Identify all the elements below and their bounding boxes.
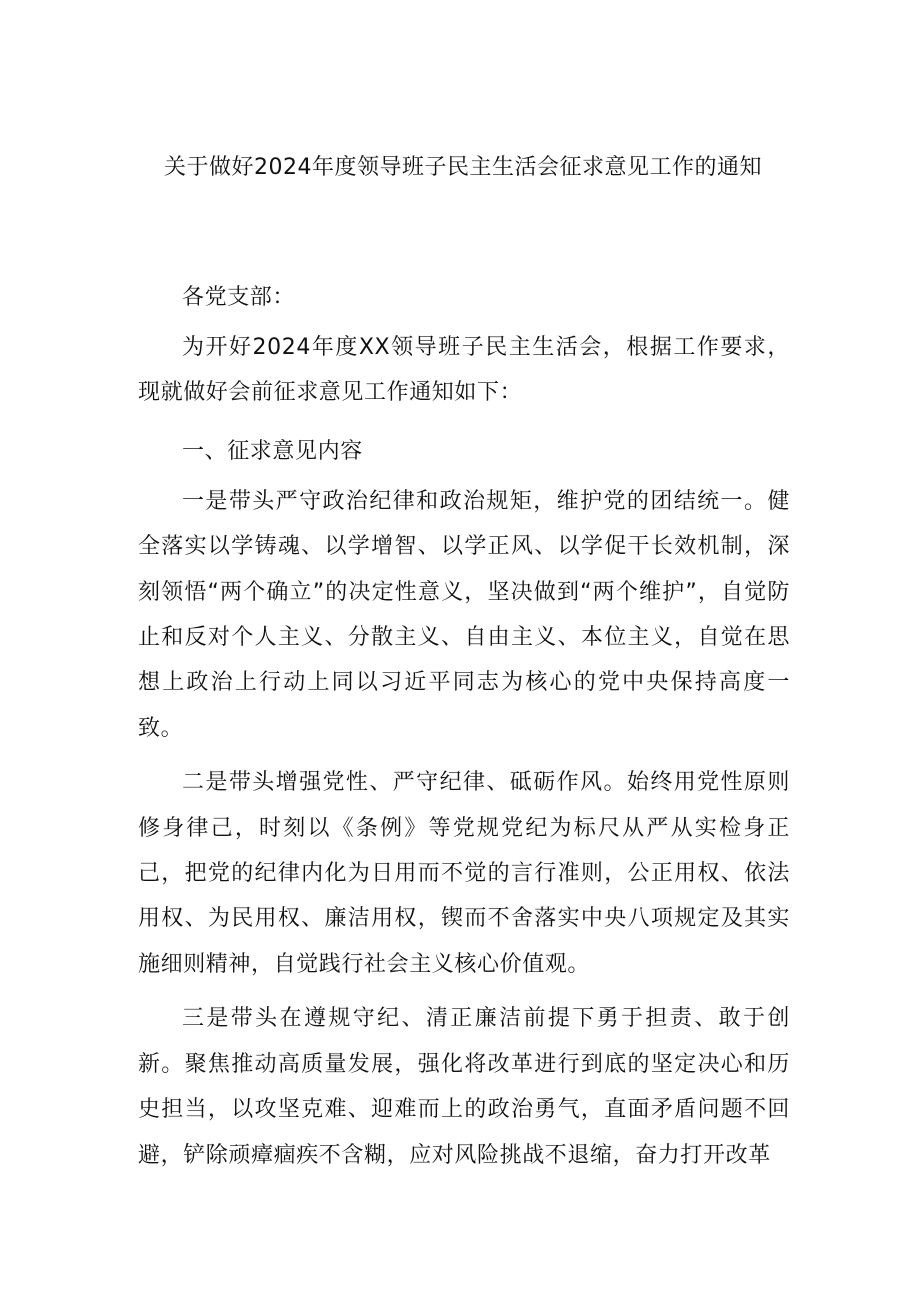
intro-paragraph: 为开好2024年度XX领导班子民主生活会，根据工作要求，现就做好会前征求意见工作通知如下： [138,335,790,406]
document-title: 关于做好2024年度领导班子民主生活会征求意见工作的通知 [164,155,762,180]
body-paragraph-2: 二是带头增强党性、严守纪律、砥砺作风。始终用党性原则修身律己，时刻以《条例》等党规党纪为标尺从严从实检身正己，把党的纪律内化为日用而不觉的言行准则，公正用权、依法用权、为民用权、廉洁用权，锲而不舍落实中央八项规定及其实施细则精神，自觉践行社会主义核心价值观。 [138,770,790,977]
section-heading: 一、征求意见内容 [182,438,363,464]
body-paragraph-3: 三是带头在遵规守纪、清正廉洁前提下勇于担责、敢于创新。聚焦推动高质量发展，强化将改革进行到底的坚定决心和历史担当，以攻坚克难、迎难而上的政治勇气，直面矛盾问题不回避，铲除顽瘴痼疾不含糊，应对风险挑战不退缩，奋力打开改革 [138,1006,790,1168]
salutation: 各党支部： [182,285,296,310]
body-paragraph-1: 一是带头严守政治纪律和政治规矩，维护党的团结统一。健全落实以学铸魂、以学增智、以学正风、以学促干长效机制，深刻领悟“两个确立”的决定性意义，坚决做到“两个维护”，自觉防止和反对个人主义、分散主义、自由主义、本位主义，自觉在思想上政治上行动上同以习近平同志为核心的党中央保持高度一致。 [138,488,790,741]
document-body [138,271,790,1178]
